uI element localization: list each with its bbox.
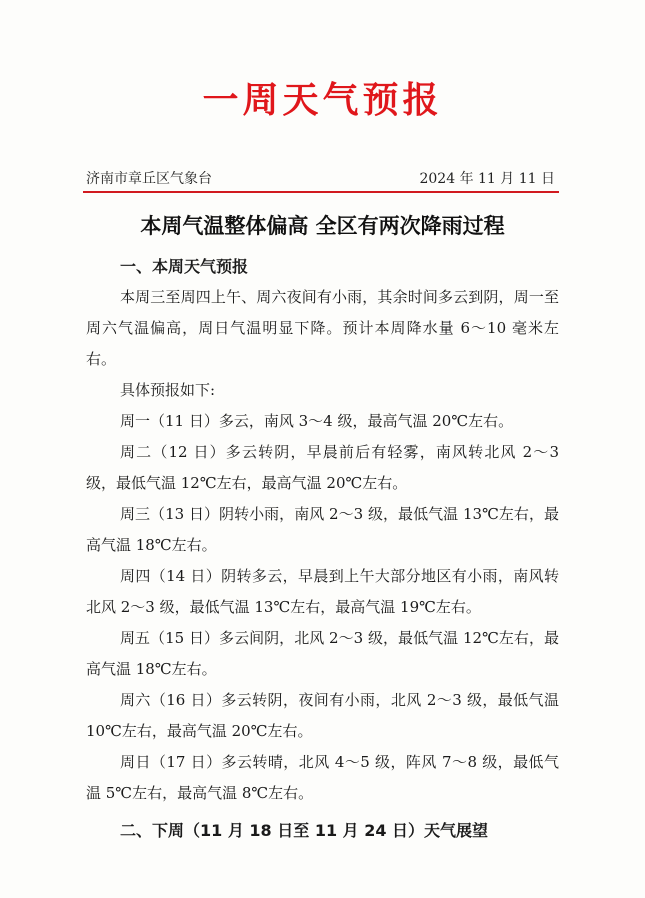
- article-body: [86, 251, 559, 846]
- forecast-sunday: 周日（17 日）多云转晴，北风 4～5 级，阵风 7～8 级，最低气温 5℃左右，最高气温 8℃左右。: [86, 753, 559, 802]
- issuer-name: 济南市章丘区气象台: [86, 171, 212, 187]
- forecast-tuesday: 周二（12 日）多云转阴，早晨前后有轻雾，南风转北风 2～3 级，最低气温 12℃左右，最高气温 20℃左右。: [86, 443, 559, 492]
- forecast-monday: 周一（11 日）多云，南风 3～4 级，最高气温 20℃左右。: [120, 412, 514, 430]
- red-divider: [83, 191, 559, 193]
- forecast-friday: 周五（15 日）多云间阴，北风 2～3 级，最低气温 12℃左右，最高气温 18℃左右。: [86, 629, 559, 678]
- masthead-title: 一周天气预报: [202, 80, 443, 121]
- intro-paragraph: 具体预报如下:: [120, 381, 216, 399]
- section-heading-1: 一、本周天气预报: [120, 257, 249, 276]
- forecast-saturday: 周六（16 日）多云转阴，夜间有小雨，北风 2～3 级，最低气温 10℃左右，最高气温 20℃左右。: [86, 691, 559, 740]
- headline: 本周气温整体偏高 全区有两次降雨过程: [140, 213, 505, 238]
- summary-paragraph: 本周三至周四上午、周六夜间有小雨，其余时间多云到阴，周一至周六气温偏高，周日气温明显下降。预计本周降水量 6～10 毫米左右。: [86, 288, 559, 368]
- issuer-line: [86, 168, 555, 188]
- issue-date: 2024 年 11 月 11 日: [419, 171, 555, 187]
- forecast-wednesday: 周三（13 日）阴转小雨，南风 2～3 级，最低气温 13℃左右，最高气温 18℃左右。: [86, 505, 559, 554]
- section-heading-2: 二、下周（11 月 18 日至 11 月 24 日）天气展望: [120, 821, 489, 840]
- forecast-thursday: 周四（14 日）阴转多云，早晨到上午大部分地区有小雨，南风转北风 2～3 级，最低气温 13℃左右，最高气温 19℃左右。: [86, 567, 559, 616]
